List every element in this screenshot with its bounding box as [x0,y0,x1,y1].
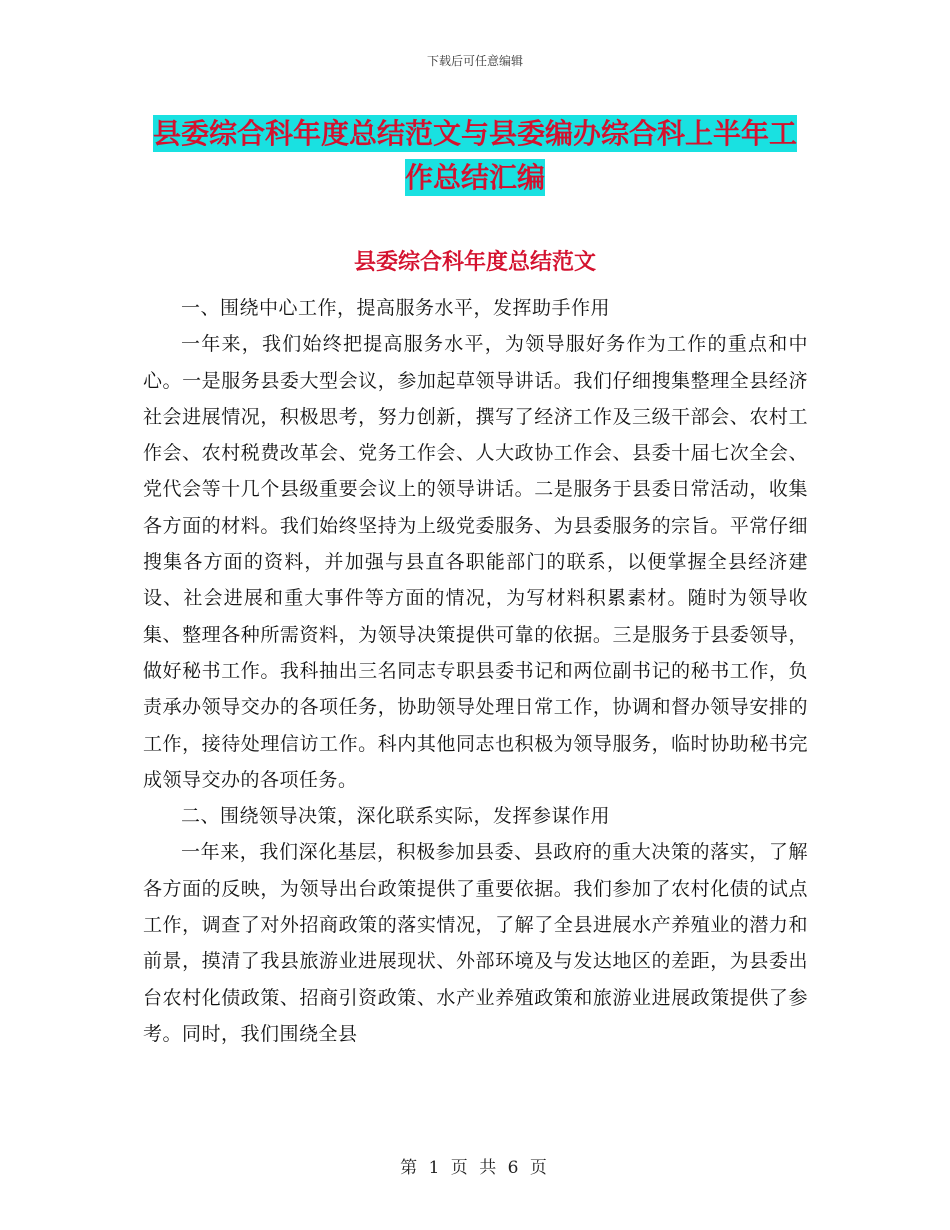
document-title [140,112,810,200]
paragraph-heading-1: 一、围绕中心工作，提高服务水平，发挥助手作用 [181,297,611,319]
paragraph: 一年来，我们始终把提高服务水平，为领导服好务作为工作的重点和中心。一是服务县委大型会议，参加起草领导讲话。我们仔细搜集整理全县经济社会进展情况，积极思考，努力创新，撰写了经济工作及三级干部会、农村工作会、农村税费改革会、党务工作会、人大政协工作会、县委十届七次全会、党代会等十几个县级重要会议上的领导讲话。二是服务于县委日常活动，收集各方面的材料。我们始终坚持为上级党委服务、为县委服务的宗旨。平常仔细搜集各方面的资料，并加强与县直各职能部门的联系，以便掌握全县经济建设、社会进展和重大事件等方面的情况，为写材料积累素材。随时为领导收集、整理各种所需资料，为领导决策提供可靠的依据。三是服务于县委领导，做好秘书工作。我科抽出三名同志专职县委书记和两位副书记的秘书工作，负责承办领导交办的各项任务，协助领导处理日常工作，协调和督办领导安排的工作，接待处理信访工作。科内其他同志也积极为领导服务，临时协助秘书完成领导交办的各项任务。 [143,333,808,791]
document-body [143,290,808,1052]
section-title: 县委综合科年度总结范文 [353,250,596,275]
paragraph-heading-2: 二、围绕领导决策，深化联系实际，发挥参谋作用 [181,805,611,828]
paragraph: 一年来，我们深化基层，积极参加县委、县政府的重大决策的落实，了解各方面的反映，为领导出台政策提供了重要依据。我们参加了农村化债的试点工作，调查了对外招商政策的落实情况，了解了全县进展水产养殖业的潜力和前景，摸清了我县旅游业进展现状、外部环境及与发达地区的差距，为县委出台农村化债政策、招商引资政策、水产业养殖政策和旅游业进展政策提供了参考。同时，我们围绕全县 [143,841,808,1045]
document-title-line-1: 县委综合科年度总结范文与县委编办综合科上半年工 [152,117,797,150]
header-note: 下载后可任意编辑 [426,54,523,68]
page-number-footer: 第 1 页 共 6 页 [400,1158,550,1178]
document-title-line-2: 作总结汇编 [404,161,545,194]
